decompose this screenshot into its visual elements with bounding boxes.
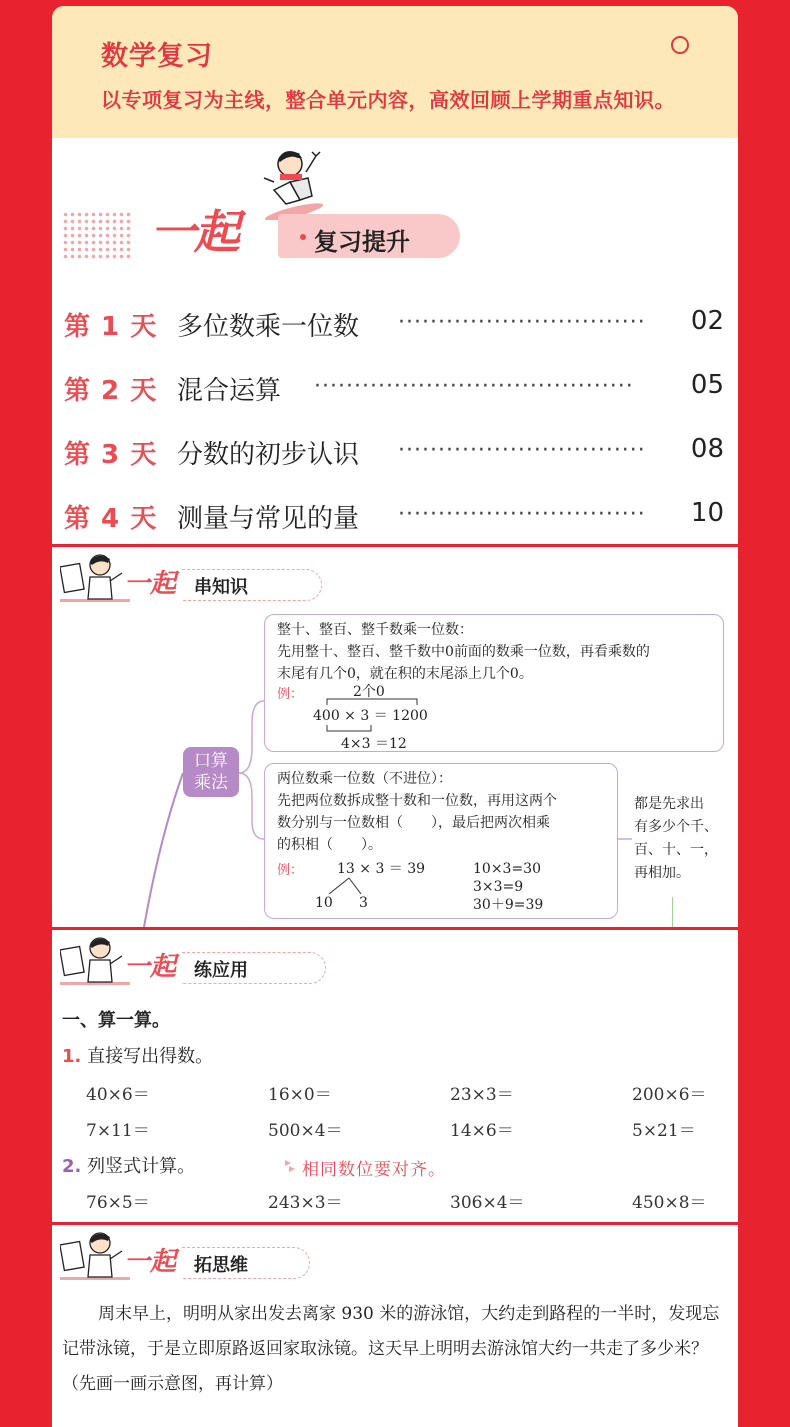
bullet-dot-icon <box>300 234 306 240</box>
toc-item[interactable] <box>64 306 724 346</box>
example-equation: 13 × 3 ＝ 39 <box>337 861 426 877</box>
toc-item[interactable] <box>64 370 724 410</box>
calc-item[interactable]: 306×4＝ <box>450 1193 525 1213</box>
circle-icon <box>671 36 689 54</box>
snowboard-boy-illustration <box>250 142 332 220</box>
page-sheet <box>52 0 738 1427</box>
toc-item[interactable] <box>64 434 724 474</box>
exercise-heading: 一、算一算。 <box>62 1010 170 1031</box>
summary-line: 有多少个千、 <box>634 819 718 835</box>
toc-day: 第 2 天 <box>64 376 158 406</box>
step-line: 3×3=9 <box>473 879 524 895</box>
summary-line: 百、十、一， <box>634 842 718 858</box>
toc-page: 08 <box>690 434 724 464</box>
section-label: 串知识 <box>194 577 248 598</box>
topic-node-line: 口算 <box>194 751 228 771</box>
split-value: 3 <box>359 895 368 911</box>
question-number: 1. <box>62 1046 82 1067</box>
rule-text: 的积相（ ）。 <box>277 837 382 853</box>
step-line: 30＋9=39 <box>473 897 544 913</box>
calc-item[interactable]: 14×6＝ <box>450 1121 514 1141</box>
rule-title: 整十、整百、整千数乘一位数： <box>277 622 473 638</box>
calc-item[interactable]: 7×11＝ <box>86 1121 150 1141</box>
example-note: 4×3 ＝12 <box>341 736 407 752</box>
calc-item[interactable]: 23×3＝ <box>450 1085 514 1105</box>
brand-logo: 一起 <box>124 569 177 599</box>
toc-page: 05 <box>690 370 724 400</box>
toc-leader: ······························· <box>398 502 646 527</box>
boy-with-paper-illustration <box>60 1229 128 1281</box>
toc-day: 第 3 天 <box>64 440 158 470</box>
boy-with-paper-illustration <box>60 934 128 986</box>
practice-card <box>52 930 738 1222</box>
example-label: 例： <box>277 687 304 702</box>
toc-leader: ······························· <box>398 438 646 463</box>
toc-title: 混合运算 <box>177 376 282 406</box>
rule-text: 先用整十、整百、整千数中0前面的数乘一位数，再看乘数的 <box>277 644 650 660</box>
toc-day: 第 1 天 <box>64 312 158 342</box>
step-line: 10×3=30 <box>473 861 541 877</box>
page-title: 数学复习 <box>101 41 213 72</box>
brand-logo: 一起 <box>124 952 177 982</box>
connector-line <box>672 897 673 927</box>
rule-text: 先把两位数拆成整十数和一位数，再用这两个 <box>277 793 557 809</box>
calc-item[interactable]: 16×0＝ <box>268 1085 332 1105</box>
question-number: 2. <box>62 1156 82 1177</box>
thinking-card <box>52 1225 738 1427</box>
summary-note <box>634 793 734 885</box>
rule-title: 两位数乘一位数（不进位）： <box>277 771 452 787</box>
topic-node-line: 乘法 <box>194 773 228 793</box>
header-band <box>52 6 738 138</box>
page-subtitle: 以专项复习为主线，整合单元内容，高效回顾上学期重点知识。 <box>101 88 675 112</box>
problem-text: 周末早上，明明从家出发去离家 930 米的游泳馆，大约走到路程的一半时，发现忘记带泳镜，于是立即原路返回家取泳镜。这天早上明明去游泳馆大约一共走了多少米？（先画一画示意图，再计算） <box>62 1304 720 1394</box>
brand-logo: 一起 <box>150 205 238 259</box>
calc-item[interactable]: 5×21＝ <box>632 1121 696 1141</box>
question-text: 直接写出得数。 <box>87 1046 214 1067</box>
knowledge-card <box>52 547 738 927</box>
calc-item[interactable]: 500×4＝ <box>268 1121 343 1141</box>
rule-text: 末尾有几个0，就在积的末尾添上几个0。 <box>277 666 533 682</box>
toc-title: 分数的初步认识 <box>177 440 360 470</box>
toc-leader: ······························· <box>398 310 646 335</box>
summary-line: 再相加。 <box>634 865 690 881</box>
toc-title: 多位数乘一位数 <box>177 312 360 342</box>
toc-item[interactable] <box>64 498 724 538</box>
brand-logo: 一起 <box>124 1247 177 1277</box>
calc-item[interactable]: 200×6＝ <box>632 1085 707 1105</box>
contents-card <box>52 6 738 544</box>
topic-node <box>183 747 239 797</box>
toc-page: 02 <box>690 306 724 336</box>
rule-box-two-digit <box>264 763 618 919</box>
hint-arrow-icon <box>284 1159 296 1173</box>
calc-item[interactable]: 450×8＝ <box>632 1193 707 1213</box>
banner-label: 复习提升 <box>314 228 410 256</box>
zero-count-note: 2个0 <box>353 684 385 700</box>
calc-item[interactable]: 243×3＝ <box>268 1193 343 1213</box>
toc-leader: ········································ <box>314 374 634 399</box>
example-label: 例： <box>277 863 304 878</box>
toc-title: 测量与常见的量 <box>177 504 360 534</box>
rule-text: 数分别与一位数相（ ），最后把两次相乘 <box>277 815 550 831</box>
question-1 <box>62 1042 213 1068</box>
toc-page: 10 <box>690 498 724 528</box>
hint-text: 相同数位要对齐。 <box>302 1160 446 1180</box>
decorative-dots <box>62 211 132 259</box>
section-label: 练应用 <box>194 960 248 981</box>
toc-day: 第 4 天 <box>64 504 158 534</box>
question-text: 列竖式计算。 <box>87 1156 196 1177</box>
rule-box-tens <box>264 614 724 752</box>
question-2 <box>62 1152 195 1178</box>
summary-line: 都是先求出 <box>634 796 704 812</box>
section-label: 拓思维 <box>194 1255 248 1276</box>
example-equation: 400 × 3 ＝ 1200 <box>313 708 428 724</box>
split-value: 10 <box>315 895 333 911</box>
calc-item[interactable]: 76×5＝ <box>86 1193 150 1213</box>
calc-item[interactable]: 40×6＝ <box>86 1085 150 1105</box>
